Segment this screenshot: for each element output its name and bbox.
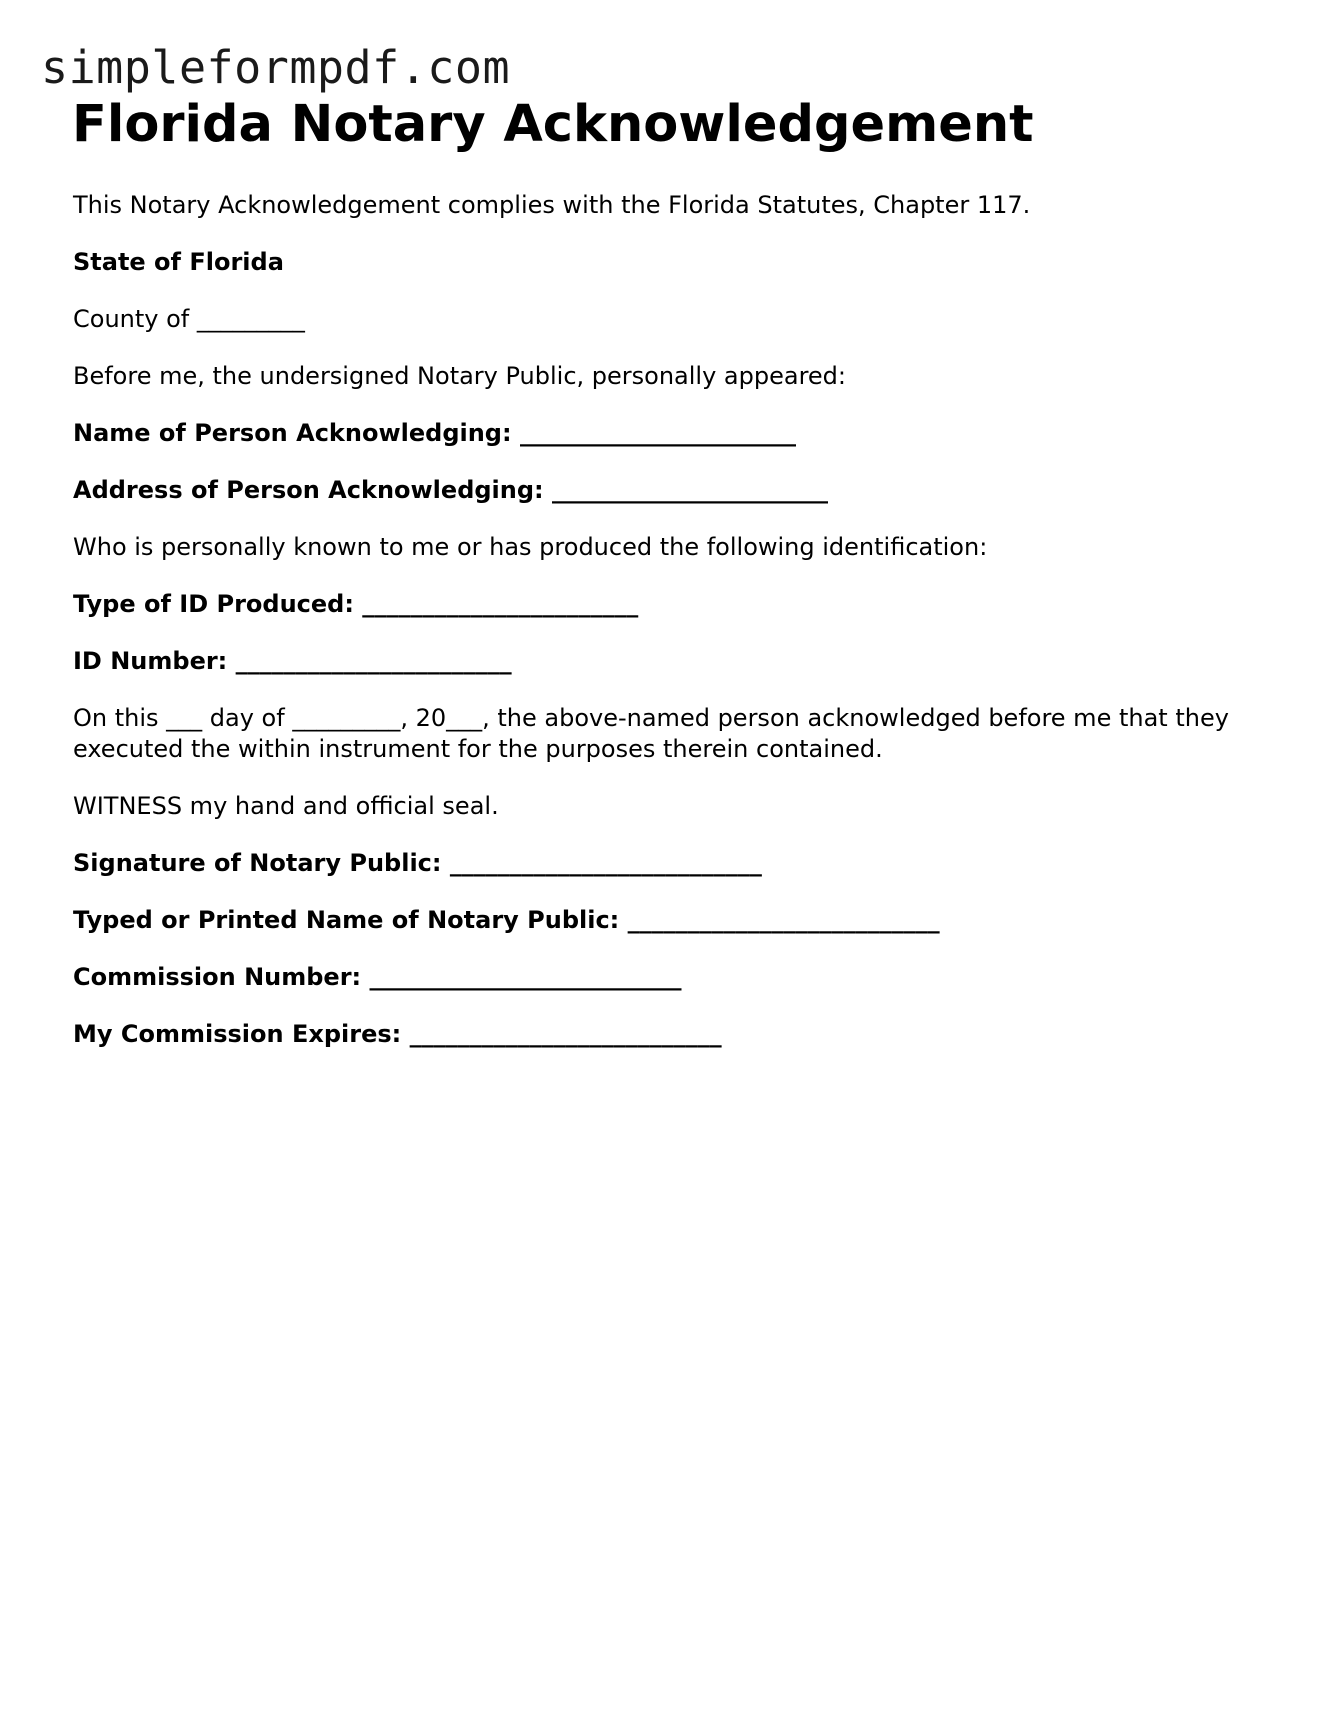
address-of-person-field: Address of Person Acknowledging: _______________________: [73, 476, 828, 504]
before-me-text: Before me, the undersigned Notary Public, personally appeared:: [73, 362, 847, 390]
name-of-person-field: Name of Person Acknowledging: _______________________: [73, 419, 796, 447]
acknowledgment-paragraph: On this ___ day of _________, 20___, the above-named person acknowledged before me that they executed the within instrument for the purposes therein contained.: [73, 704, 1229, 763]
commission-number-field: Commission Number: __________________________: [73, 963, 682, 991]
page-title: Florida Notary Acknowledgement: [72, 95, 1034, 154]
notary-printed-name-field: Typed or Printed Name of Notary Public: __________________________: [73, 906, 940, 934]
witness-text: WITNESS my hand and official seal.: [73, 792, 499, 820]
state-heading: State of Florida: [73, 248, 284, 276]
identification-intro-text: Who is personally known to me or has produced the following identification:: [73, 533, 988, 561]
county-field: County of _________: [73, 305, 305, 333]
watermark: simpleformpdf.com: [41, 41, 511, 94]
intro-text: This Notary Acknowledgement complies with the Florida Statutes, Chapter 117.: [73, 191, 1031, 219]
commission-expires-field: My Commission Expires: __________________________: [73, 1020, 722, 1048]
id-type-field: Type of ID Produced: _______________________: [73, 590, 639, 618]
notary-signature-field: Signature of Notary Public: __________________________: [73, 849, 762, 877]
id-number-field: ID Number: _______________________: [73, 647, 512, 675]
